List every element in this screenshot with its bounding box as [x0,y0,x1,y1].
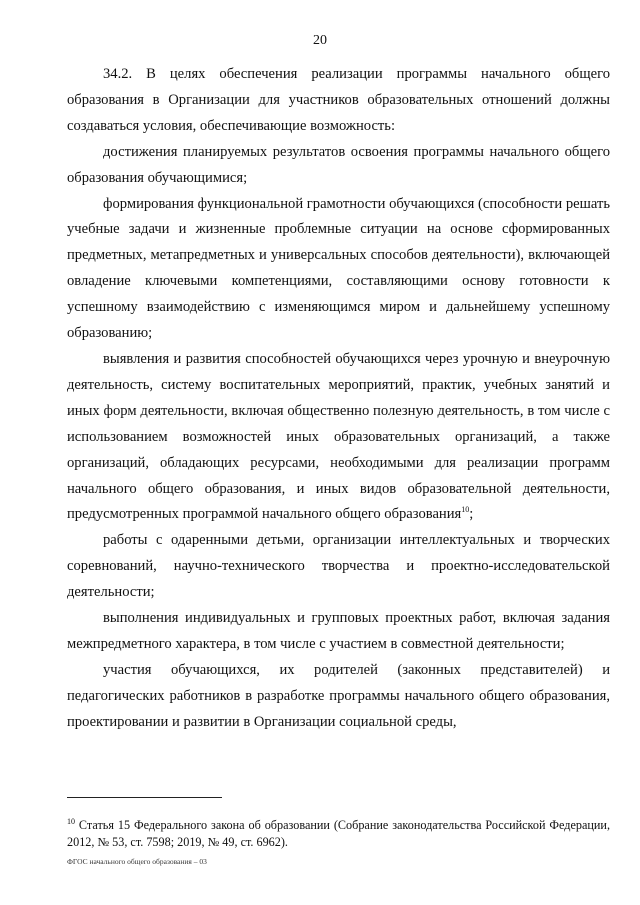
paragraph-participation: участия обучающихся, их родителей (законных представителей) и педагогических работников в разработке программы начального общего образования, проектировании и развитии в Организации социальной среды, [67,661,610,730]
footnote-reference: 10 [461,505,470,515]
footnote-number: 10 [67,816,75,826]
footnote [67,817,610,851]
footnote-divider [67,797,222,798]
footnote-reference-suffix: ; [469,506,474,523]
paragraph-functional-literacy: формирования функциональной грамотности обучающихся (способности решать учебные задачи и жизненные проблемные ситуации на основе сформированных предметных, метапредметных и универсальных способов деятельности), включающей овладение ключевыми компетенциями, составляющими основу готовности к успешному взаимодействию с изменяющимся миром и дальнейшему успешному образованию; [67,195,610,342]
footnote-text: Статья 15 Федерального закона об образовании (Собрание законодательства Российской Федерации, 2012, № 53, ст. 7598; 2019, № 49, ст. 6962). [67,818,610,849]
footer-label: ФГОС начального общего образования – 03 [67,857,207,866]
paragraph-34-2: 34.2. В целях обеспечения реализации программы начального общего образования в Организации для участников образовательных отношений должны создаваться условия, обеспечивающие возможность: [67,66,610,134]
paragraph-planned-results: достижения планируемых результатов освоения программы начального общего образования обучающимися; [67,143,610,186]
paragraph-gifted-children: работы с одаренными детьми, организации интеллектуальных и творческих соревнований, научно-технического творчества и проектно-исследовательской деятельности; [67,532,610,601]
paragraph-projects: выполнения индивидуальных и групповых проектных работ, включая задания межпредметного характера, в том числе с участием в совместной деятельности; [67,610,610,652]
paragraph-abilities-text: выявления и развития способностей обучающихся через урочную и внеурочную деятельность, систему воспитательных мероприятий, практик, учебных занятий и иных форм деятельности, включая общественно полезную деятельность, в том числе с использованием возможностей иных образовательных организаций, а также организаций, обладающих ресурсами, необходимыми для реализации программ начального общего образования, и иных видов образовательной деятельности, предусмотренных программой начального общего образования [67,350,610,523]
paragraph-abilities [67,347,610,528]
document-body [67,62,610,736]
page-number: 20 [313,33,327,48]
